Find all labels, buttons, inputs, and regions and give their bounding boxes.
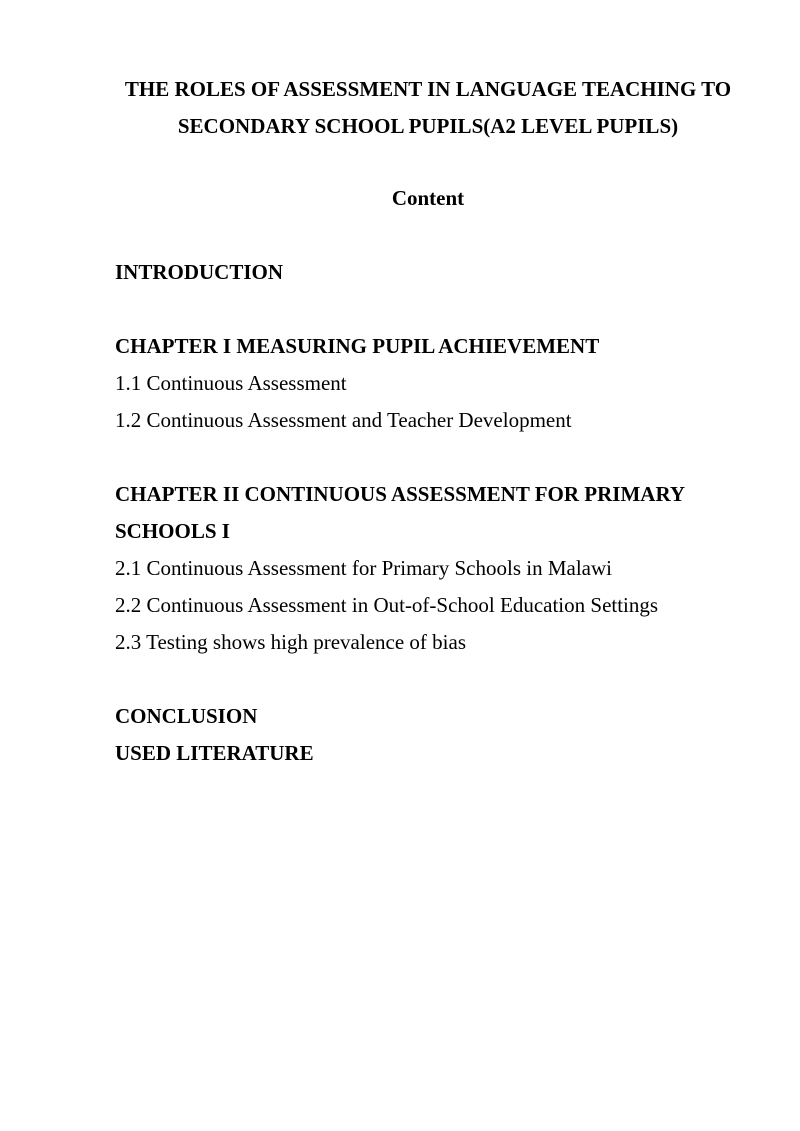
toc-introduction: INTRODUCTION — [115, 260, 284, 284]
toc-item-2-1: 2.1 Continuous Assessment for Primary Schools in Malawi — [115, 556, 612, 580]
toc-item-1-2: 1.2 Continuous Assessment and Teacher Development — [115, 408, 572, 432]
contents-heading: Content — [391, 186, 465, 210]
toc-chapter-2-heading-line-1: CHAPTER II CONTINUOUS ASSESSMENT FOR PRIMARY — [115, 482, 686, 506]
toc-chapter-1-heading: CHAPTER I MEASURING PUPIL ACHIEVEMENT — [115, 334, 600, 358]
toc-item-1-1: 1.1 Continuous Assessment — [115, 371, 347, 395]
document-title — [60, 71, 796, 145]
toc-item-2-2: 2.2 Continuous Assessment in Out-of-School Education Settings — [115, 593, 659, 617]
toc-used-literature: USED LITERATURE — [115, 741, 314, 765]
document-title-line-2: SECONDARY SCHOOL PUPILS(A2 LEVEL PUPILS) — [177, 114, 679, 138]
toc-chapter-2-heading-line-2: SCHOOLS I — [115, 519, 230, 543]
toc-conclusion: CONCLUSION — [115, 704, 258, 728]
toc-item-2-3: 2.3 Testing shows high prevalence of bias — [115, 630, 466, 654]
document-title-line-1: THE ROLES OF ASSESSMENT IN LANGUAGE TEACHING TO — [124, 77, 732, 101]
